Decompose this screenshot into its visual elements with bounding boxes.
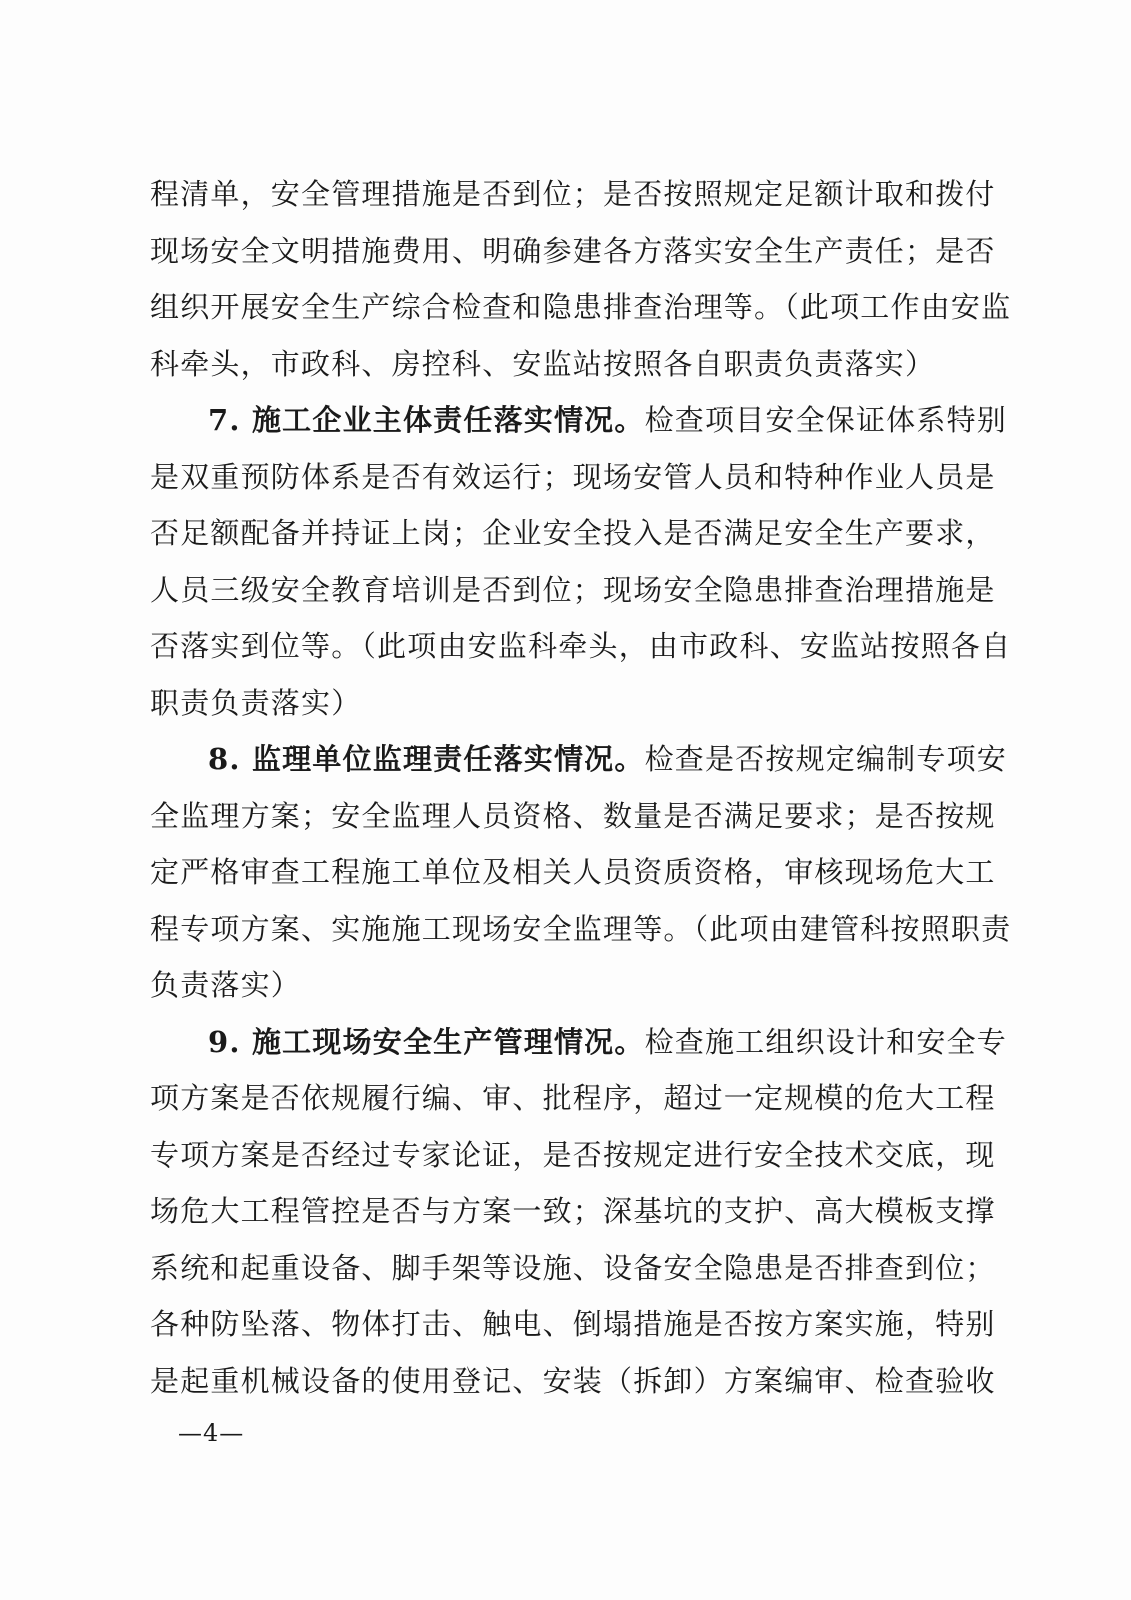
paragraph-line: 项方案是否依规履行编、审、批程序，超过一定规模的危大工程: [150, 1081, 996, 1115]
item-9-heading: 9. 施工现场安全生产管理情况。: [208, 1024, 645, 1059]
paragraph-line: 定严格审查工程施工单位及相关人员资质资格，审核现场危大工: [150, 855, 996, 889]
item-9-text: 检查施工组织设计和安全专: [644, 1024, 1007, 1059]
paragraph-line: 各种防坠落、物体打击、触电、倒塌措施是否按方案实施，特别: [150, 1307, 996, 1341]
item-8-heading: 8. 监理单位监理责任落实情况。: [208, 742, 645, 776]
item-9-first-line: [150, 1014, 1007, 1071]
item-7-text: 检查项目安全保证体系特别: [644, 403, 1007, 437]
paragraph-line: 组织开展安全生产综合检查和隐患排查治理等。（此项工作由安监: [150, 290, 1012, 324]
page-number: —4—: [178, 1419, 245, 1447]
paragraph-line: 人员三级安全教育培训是否到位；现场安全隐患排查治理措施是: [150, 572, 996, 607]
item-7-first-line: [150, 392, 1007, 449]
paragraph-line: 程专项方案、实施施工现场安全监理等。（此项由建管科按照职责: [150, 911, 1012, 946]
paragraph-line: 负责落实）: [150, 968, 302, 1002]
paragraph-line: 场危大工程管控是否与方案一致；深基坑的支护、高大模板支撑: [150, 1194, 996, 1228]
paragraph-line: 系统和起重设备、脚手架等设施、设备安全隐患是否排查到位；: [150, 1250, 996, 1285]
paragraph-line: 是双重预防体系是否有效运行；现场安管人员和特种作业人员是: [150, 459, 996, 494]
paragraph-line: 程清单，安全管理措施是否到位；是否按照规定足额计取和拨付: [150, 177, 996, 211]
item-8-first-line: [150, 731, 1007, 788]
paragraph-line: 专项方案是否经过专家论证，是否按规定进行安全技术交底，现: [150, 1137, 996, 1172]
paragraph-line: 科牵头，市政科、房控科、安监站按照各自职责负责落实）: [150, 346, 936, 381]
body-text: [150, 166, 1012, 1409]
paragraph-line: 职责负责落实）: [150, 685, 362, 720]
paragraph-line: 是起重机械设备的使用登记、安装（拆卸）方案编审、检查验收: [150, 1363, 996, 1398]
paragraph-line: 全监理方案；安全监理人员资格、数量是否满足要求；是否按规: [150, 798, 996, 833]
item-8-text: 检查是否按规定编制专项安: [644, 742, 1007, 776]
paragraph-line: 现场安全文明措施费用、明确参建各方落实安全生产责任；是否: [150, 233, 996, 268]
paragraph-line: 否落实到位等。（此项由安监科牵头，由市政科、安监站按照各自: [150, 629, 1012, 663]
paragraph-line: 否足额配备并持证上岗；企业安全投入是否满足安全生产要求，: [150, 516, 996, 550]
item-7-heading: 7. 施工企业主体责任落实情况。: [208, 403, 645, 437]
